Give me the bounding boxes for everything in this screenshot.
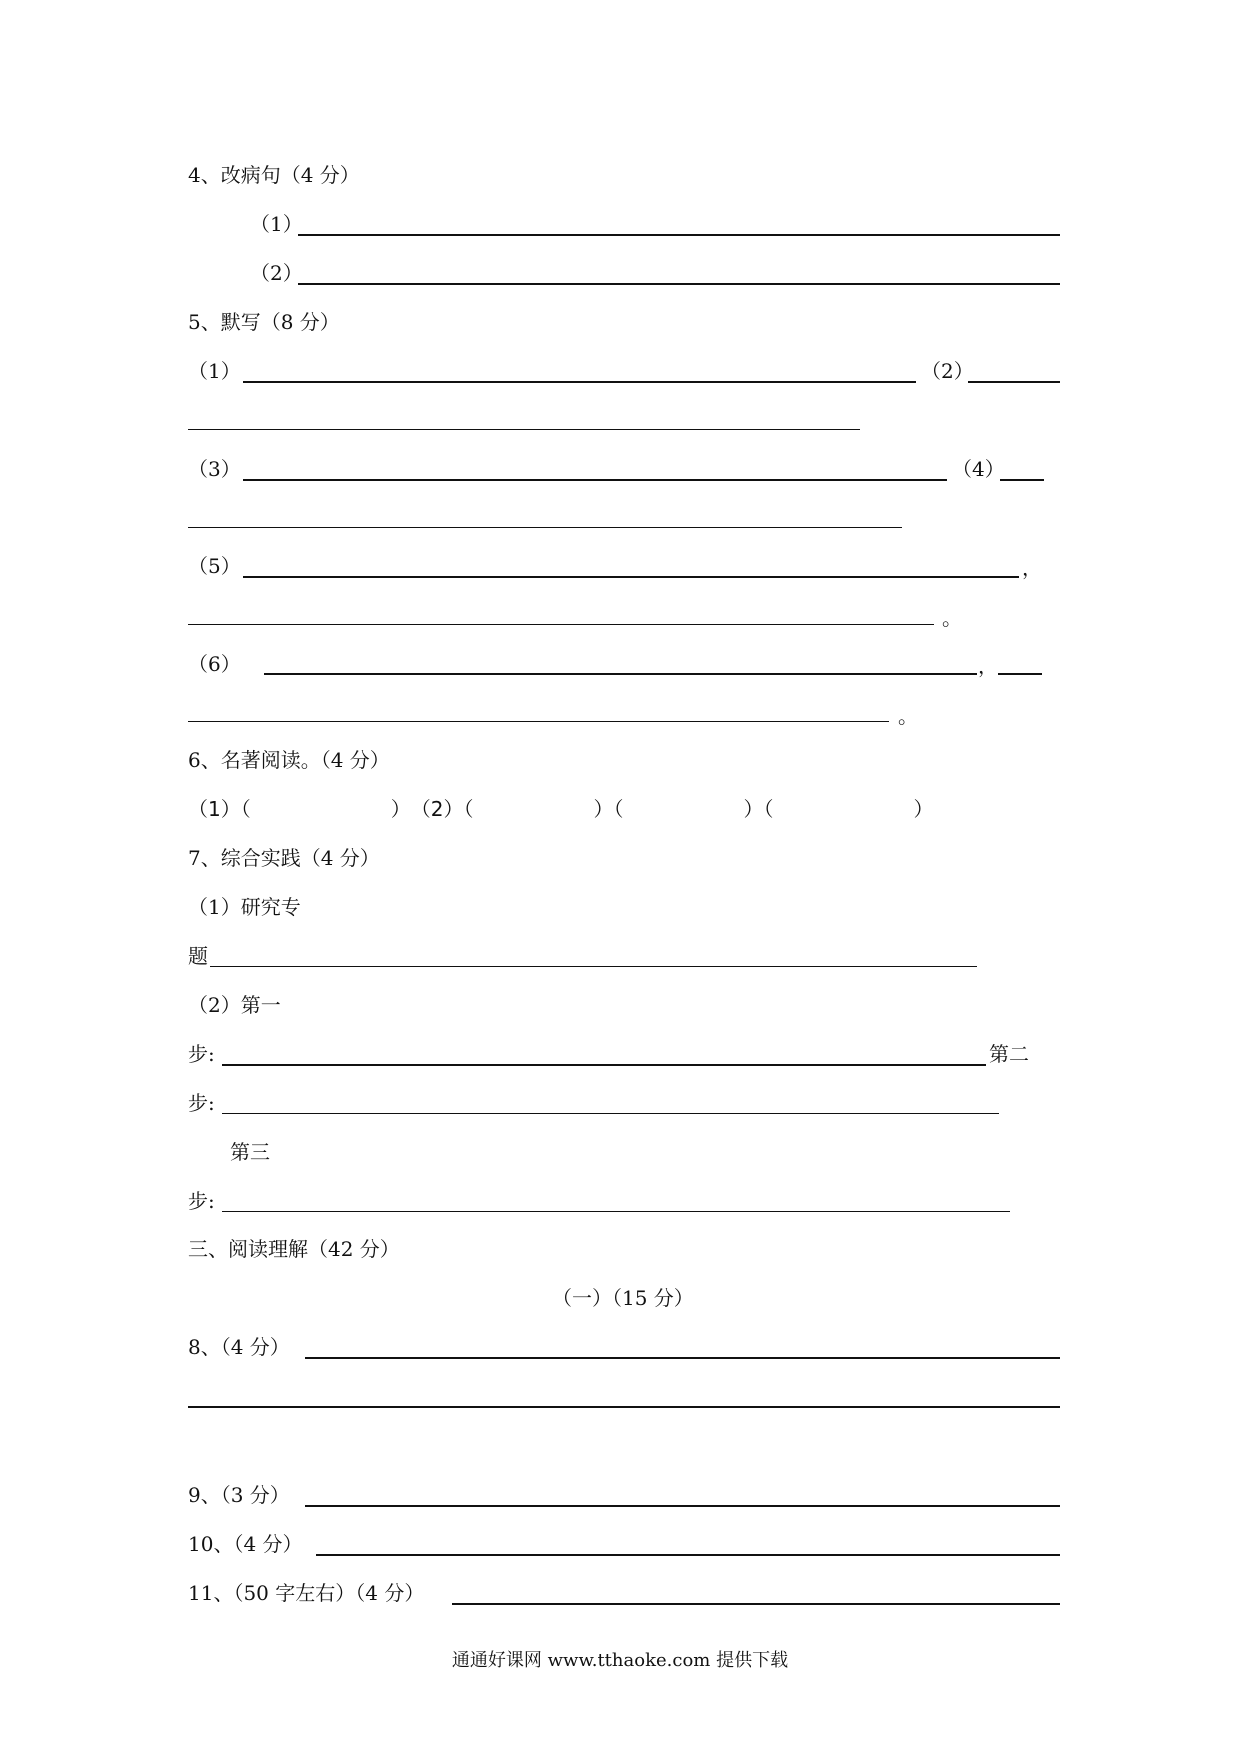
q7-part1-label: （1）研究专 [188, 895, 301, 919]
q10-answer-line[interactable] [316, 1554, 1060, 1556]
q7-step3-line[interactable] [222, 1211, 1010, 1212]
q7-step2-label: 步: [188, 1091, 215, 1115]
q7-step3-label: 步: [188, 1189, 215, 1213]
q9-answer-line[interactable] [305, 1505, 1060, 1507]
q8-label: 8、（4 分） [188, 1335, 290, 1359]
q7-topic-line[interactable] [210, 966, 977, 967]
q5-item-6-comma: ， [978, 654, 998, 678]
q5-item-2-label: （2） [921, 359, 974, 383]
q11-answer-line[interactable] [452, 1603, 1060, 1605]
q7-part1-label-cont: 题 [188, 944, 208, 968]
q7-step1-label: 步: [188, 1042, 215, 1066]
q7-part2-label: （2）第一 [188, 993, 281, 1017]
q5-answer-line-6b[interactable] [998, 673, 1042, 675]
q6-title: 6、名著阅读。（4 分） [188, 748, 390, 772]
q5-item-6-period: 。 [898, 704, 918, 728]
q5-answer-line-5b[interactable] [188, 624, 934, 625]
q11-label: 11、（50 字左右）（4 分） [188, 1581, 425, 1605]
section3-part1-heading: （一）（15 分） [552, 1286, 694, 1310]
q5-answer-line-3[interactable] [243, 479, 947, 481]
section3-title: 三、阅读理解（42 分） [188, 1237, 400, 1261]
q4-answer-line-2[interactable] [298, 283, 1060, 285]
q4-item-1-label: （1） [250, 212, 303, 236]
q8-answer-line-2[interactable] [188, 1406, 1060, 1408]
q5-item-5-comma: ， [1022, 556, 1042, 580]
q5-answer-line-4a[interactable] [1000, 479, 1044, 481]
footer-source-text: 通通好课网 www.tthaoke.com 提供下载 [451, 1650, 789, 1671]
q10-label: 10、（4 分） [188, 1532, 303, 1556]
q4-item-2-label: （2） [250, 261, 303, 285]
q5-answer-line-5a[interactable] [243, 576, 1019, 578]
q5-item-3-label: （3） [188, 457, 241, 481]
q5-answer-line-6a[interactable] [264, 673, 977, 675]
q9-label: 9、（3 分） [188, 1483, 290, 1507]
q6-answer-brackets[interactable]: （1）（ ） （2）（ ）（ ）（ ） [188, 797, 934, 821]
q7-title: 7、综合实践（4 分） [188, 846, 380, 870]
q5-item-5-label: （5） [188, 554, 241, 578]
q8-answer-line-1[interactable] [305, 1357, 1060, 1359]
q5-answer-line-6c[interactable] [188, 721, 889, 722]
q7-third-label: 第三 [230, 1140, 270, 1164]
q4-answer-line-1[interactable] [298, 234, 1060, 236]
q4-title: 4、改病句（4 分） [188, 163, 360, 187]
q5-item-4-label: （4） [952, 457, 1005, 481]
q5-answer-line-4b[interactable] [188, 527, 902, 528]
q5-title: 5、默写（8 分） [188, 310, 340, 334]
q5-item-6-label: （6） [188, 652, 241, 676]
q5-answer-line-1[interactable] [243, 381, 916, 383]
q5-answer-line-2b[interactable] [188, 429, 860, 430]
q7-second-label: 第二 [989, 1042, 1029, 1066]
q5-item-5-period: 。 [942, 606, 962, 630]
q7-step2-line[interactable] [222, 1113, 999, 1114]
q5-item-1-label: （1） [188, 359, 241, 383]
q5-answer-line-2a[interactable] [968, 381, 1060, 383]
q7-step1-line[interactable] [222, 1064, 986, 1066]
